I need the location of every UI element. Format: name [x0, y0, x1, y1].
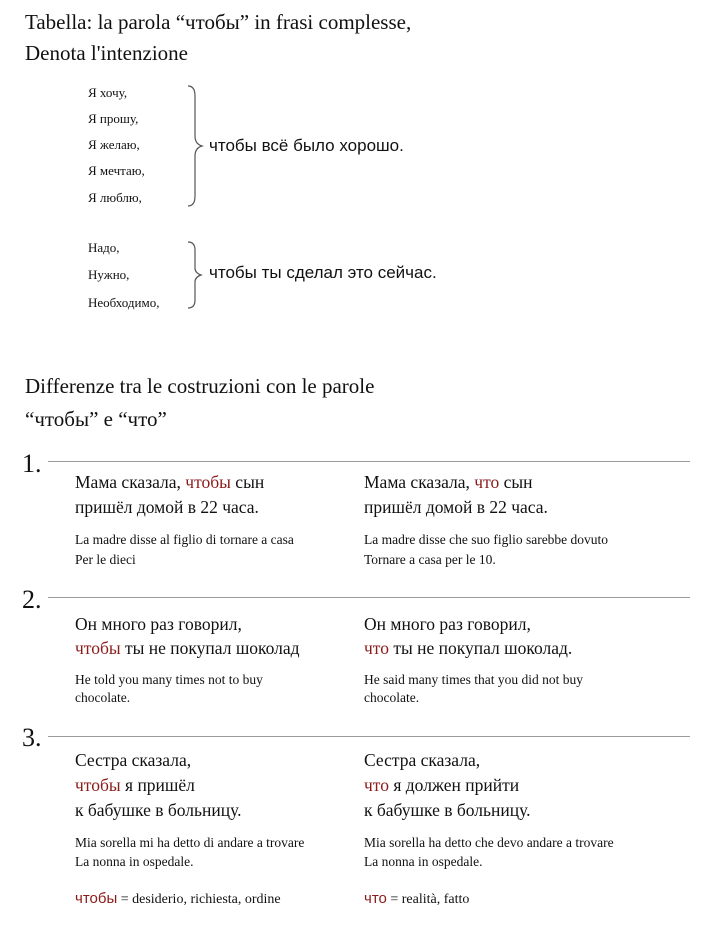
russian-line: пришёл домой в 22 часа.	[75, 497, 259, 517]
russian-line: Он много раз говорил,	[364, 614, 531, 634]
russian-line: к бабушке в больницу.	[364, 800, 531, 820]
translation-line: La madre disse al figlio di tornare a casa	[75, 532, 294, 547]
russian-line: Он много раз говорил,	[75, 614, 242, 634]
russian-line: чтобы ты не покупал шоколад	[75, 638, 300, 658]
section-title-line2: “чтобы” е “что”	[25, 407, 167, 431]
verb-item: Нужно,	[88, 267, 130, 282]
verb-item: Я хочу,	[88, 85, 128, 100]
result-phrase: чтобы всё было хорошо.	[209, 136, 404, 155]
section-title-line1: Differenze tra le costruzioni con le parole	[25, 374, 375, 398]
russian-line: Мама сказала, чтобы сын	[75, 472, 265, 492]
russian-line: Мама сказала, что сын	[364, 472, 533, 492]
verb-item: Надо,	[88, 240, 120, 255]
translation-line: Mia sorella mi ha detto di andare a trovare	[75, 835, 305, 850]
example-number: 2.	[22, 585, 42, 614]
russian-line: пришёл домой в 22 часа.	[364, 497, 548, 517]
legend-chtoby: чтобы = desiderio, richiesta, ordine	[75, 890, 281, 907]
translation-line: La nonna in ospedale.	[364, 854, 483, 869]
example-number: 1.	[22, 449, 42, 478]
translation-line: He said many times that you did not buy	[364, 672, 583, 687]
translation-line: Tornare a casa per le 10.	[364, 552, 496, 567]
translation-line: chocolate.	[75, 690, 131, 705]
verb-item: Я прошу,	[88, 111, 139, 126]
verb-item: Я люблю,	[88, 190, 142, 205]
russian-line: что ты не покупал шоколад.	[364, 638, 573, 658]
divider-line	[48, 597, 690, 598]
page-title-line2: Denota l'intenzione	[25, 41, 188, 65]
example-number: 3.	[22, 723, 42, 752]
brace-icon	[186, 240, 206, 310]
verb-item: Я мечтаю,	[88, 163, 145, 178]
legend-chto: что = realità, fatto	[364, 890, 470, 907]
translation-line: chocolate.	[364, 690, 420, 705]
verb-item: Я желаю,	[88, 137, 140, 152]
russian-line: чтобы я пришёл	[75, 775, 195, 795]
verb-item: Необходимо,	[88, 295, 160, 310]
divider-line	[48, 461, 690, 462]
translation-line: La madre disse che suo figlio sarebbe dovuto	[364, 532, 609, 547]
russian-line: Сестра сказала,	[75, 750, 192, 770]
result-phrase: чтобы ты сделал это сейчас.	[209, 263, 437, 282]
russian-line: что я должен прийти	[364, 775, 520, 795]
translation-line: Per le dieci	[75, 552, 136, 567]
russian-line: к бабушке в больницу.	[75, 800, 242, 820]
divider-line	[48, 736, 690, 737]
page-title-line1: Tabella: la parola “чтобы” in frasi complesse,	[25, 10, 412, 34]
translation-line: Mia sorella ha detto che devo andare a trovare	[364, 835, 614, 850]
translation-line: He told you many times not to buy	[75, 672, 263, 687]
brace-icon	[186, 84, 206, 208]
russian-line: Сестра сказала,	[364, 750, 481, 770]
translation-line: La nonna in ospedale.	[75, 854, 194, 869]
